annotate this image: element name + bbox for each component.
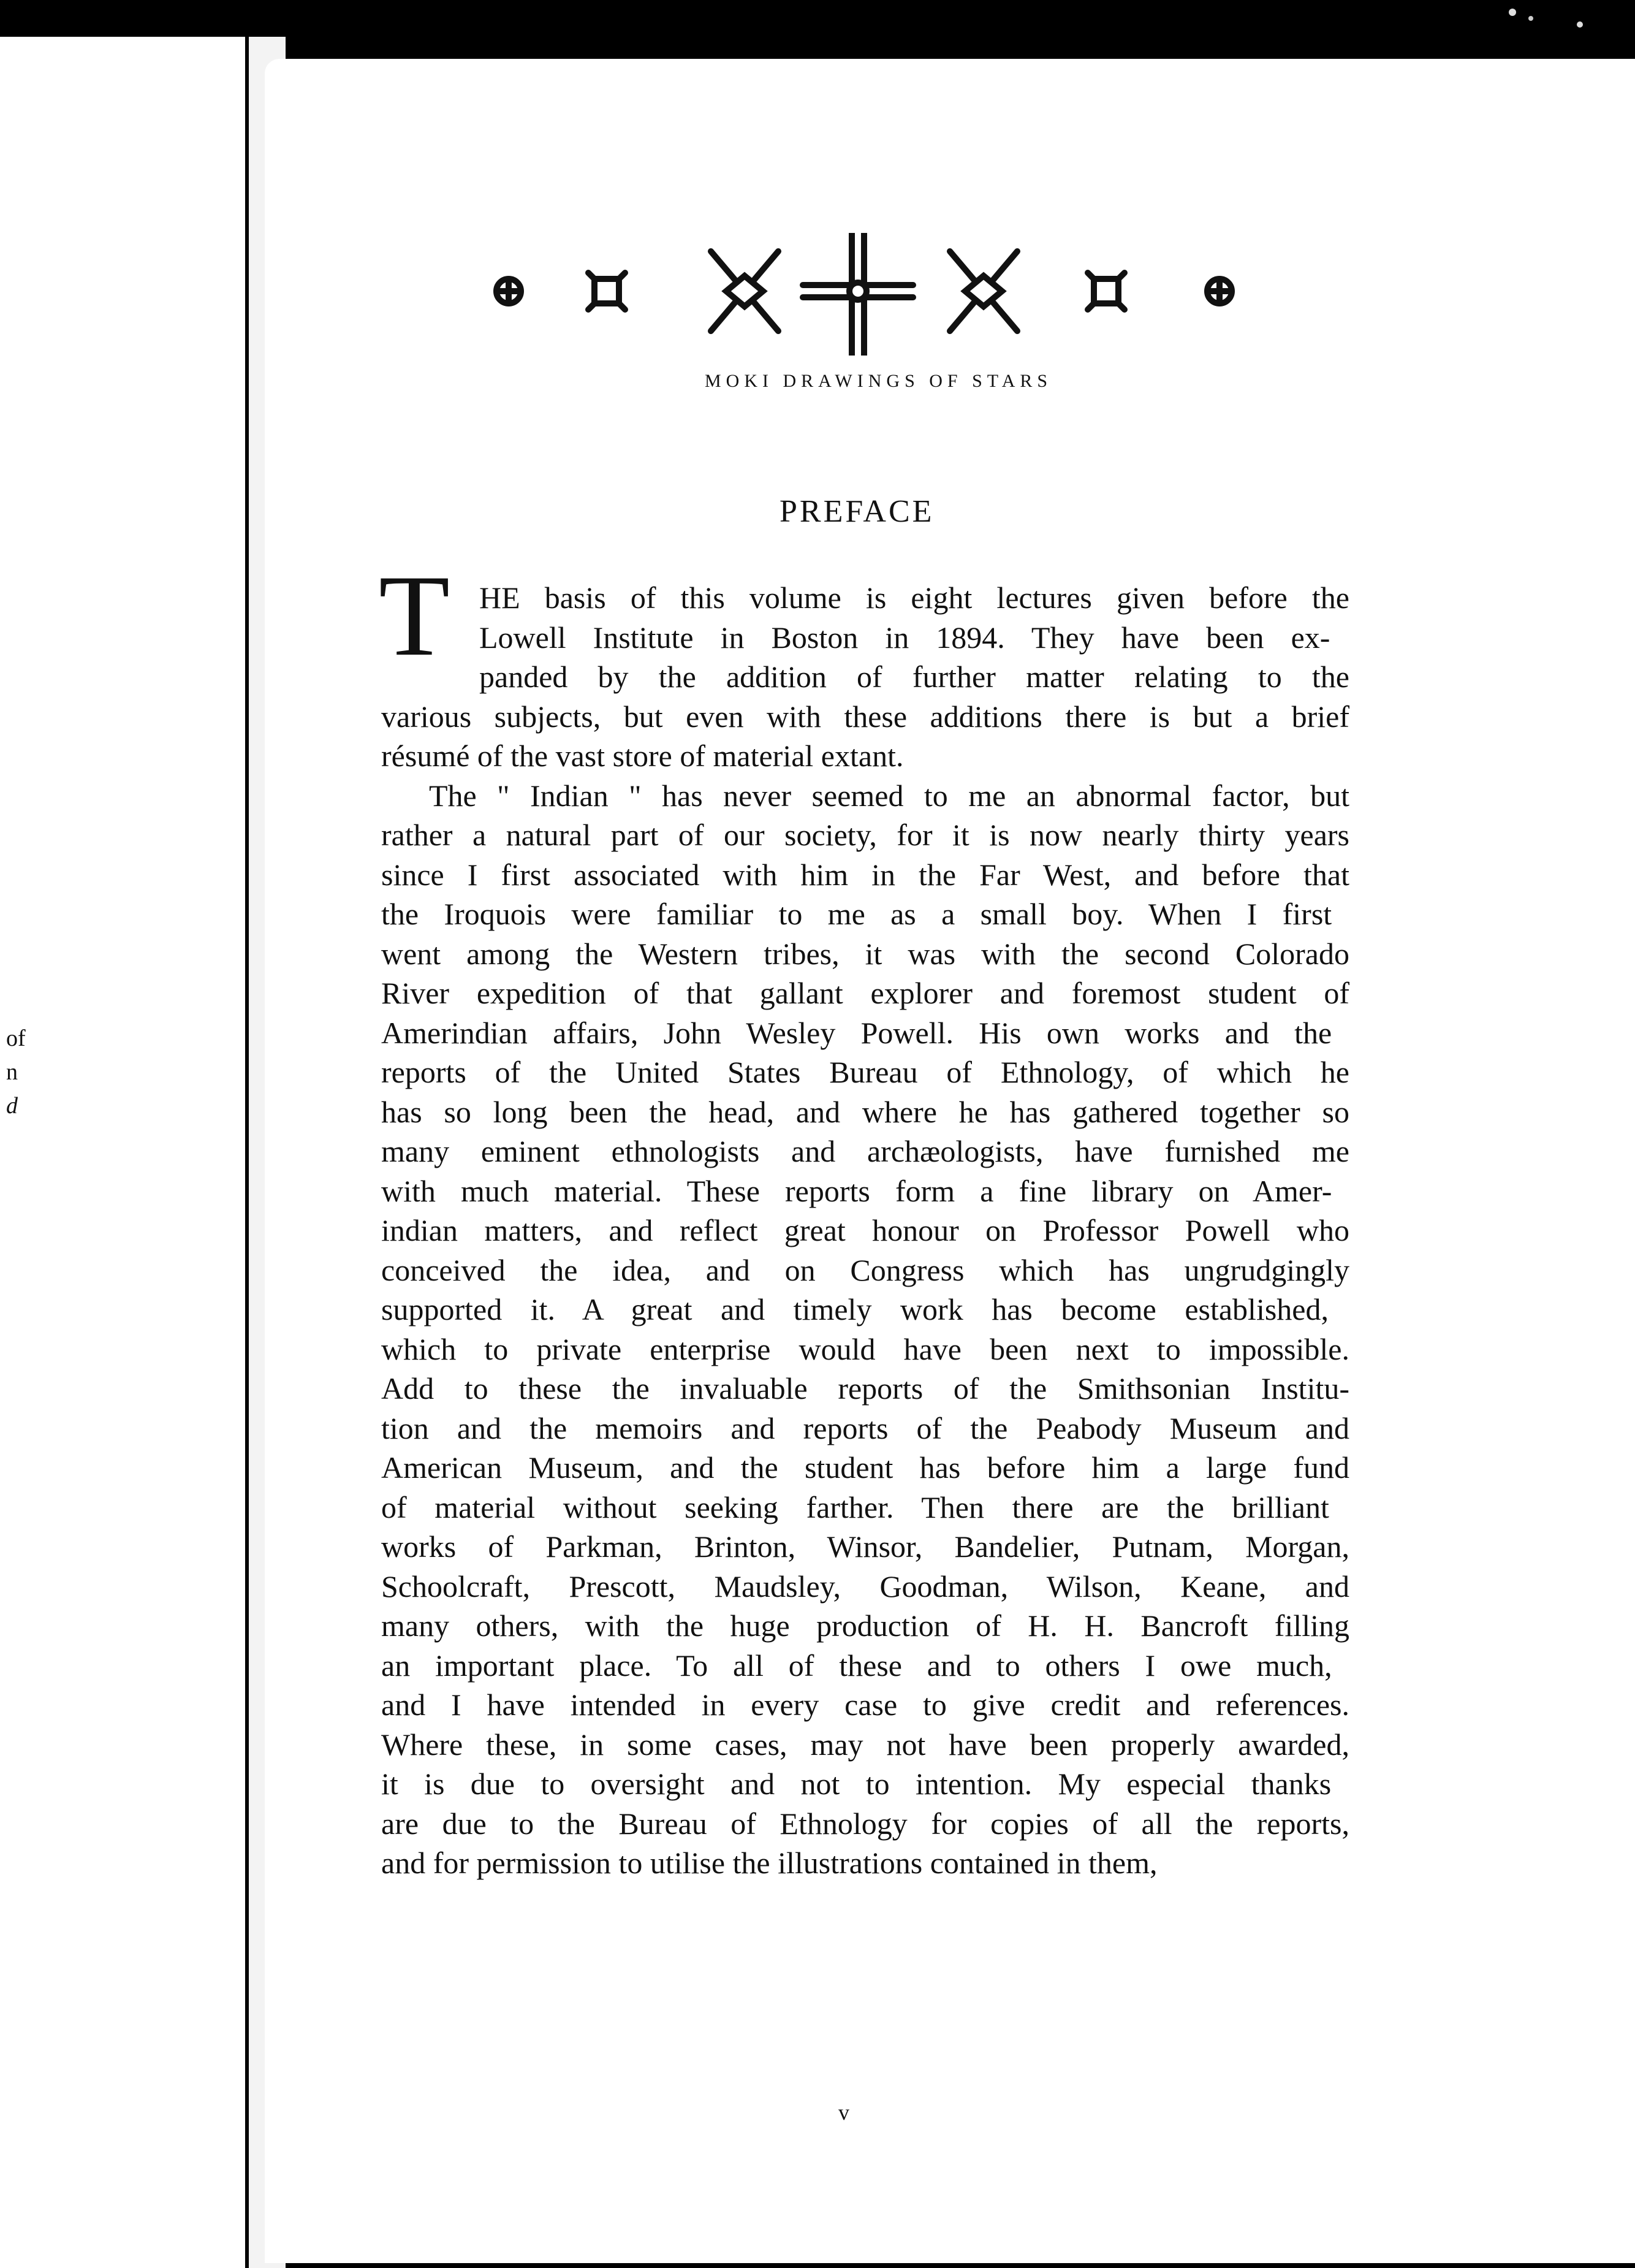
text-line: indian matters, and reflect great honour on Professor Powell who: [381, 1213, 1349, 1247]
star-circle-icon: [496, 279, 521, 303]
scan-specks: [1488, 0, 1610, 37]
text-line: and I have intended in every case to give credit and references.: [381, 1688, 1349, 1722]
text-line: various subjects, but even with these additions there is but a brief: [381, 699, 1349, 734]
left-page-fragment: n: [6, 1059, 18, 1085]
text-line: rather a natural part of our society, for it is now nearly thirty years: [381, 818, 1349, 852]
page-number: v: [838, 2100, 849, 2125]
text-line: an important place. To all of these and to others I owe much,: [381, 1648, 1332, 1683]
star-cross-icon: [803, 233, 913, 356]
drop-cap: T: [379, 552, 450, 680]
text-line: Amerindian affairs, John Wesley Powell. His own works and the: [381, 1015, 1332, 1050]
text-line: supported it. A great and timely work has become established,: [381, 1292, 1329, 1326]
text-line: Add to these the invaluable reports of the Smithsonian Institu-: [381, 1371, 1349, 1406]
text-line: went among the Western tribes, it was with the second Colorado: [381, 936, 1349, 971]
star-square-icon: [1088, 273, 1125, 310]
left-page-fragment: of: [6, 1026, 26, 1051]
text-line: Schoolcraft, Prescott, Maudsley, Goodman, Wilson, Keane, and: [381, 1569, 1349, 1604]
text-line: the Iroquois were familiar to me as a small boy. When I first: [381, 897, 1332, 931]
text-line: résumé of the vast store of material extant.: [381, 739, 904, 773]
moki-star-drawings-figure: [484, 233, 1244, 356]
text-line: many others, with the huge production of H. H. Bancroft filling: [381, 1608, 1349, 1643]
star-x-icon: [711, 251, 778, 331]
star-square-icon: [588, 273, 625, 310]
text-line: Where these, in some cases, may not have been properly awarded,: [381, 1727, 1349, 1762]
text-line: since I first associated with him in the Far West, and before that: [381, 857, 1349, 892]
star-x-icon: [950, 251, 1017, 331]
text-line: many eminent ethnologists and archæologists, have furnished me: [381, 1134, 1349, 1168]
text-line: reports of the United States Bureau of Ethnology, of which he: [381, 1055, 1349, 1089]
star-circle-icon: [1207, 279, 1232, 303]
page-title: PREFACE: [780, 494, 935, 529]
text-line: conceived the idea, and on Congress which has ungrudgingly: [381, 1252, 1349, 1287]
text-line: it is due to oversight and not to intention. My especial thanks: [381, 1767, 1332, 1801]
text-line: panded by the addition of further matter relating to the: [479, 660, 1349, 694]
text-line: works of Parkman, Brinton, Winsor, Bandelier, Putnam, Morgan,: [381, 1529, 1349, 1564]
text-line: American Museum, and the student has before him a large fund: [381, 1450, 1349, 1485]
text-line: of material without seeking farther. Then there are the brilliant: [381, 1490, 1329, 1524]
figure-caption: MOKI DRAWINGS OF STARS: [705, 371, 1053, 391]
left-page: [0, 37, 245, 2268]
text-line: are due to the Bureau of Ethnology for copies of all the reports,: [381, 1806, 1349, 1841]
text-line: with much material. These reports form a fine library on Amer-: [381, 1173, 1332, 1208]
text-line: tion and the memoirs and reports of the Peabody Museum and: [381, 1410, 1349, 1445]
text-line: River expedition of that gallant explorer and foremost student of: [381, 976, 1349, 1010]
text-line: HE basis of this volume is eight lectures given before the: [479, 580, 1349, 615]
text-line: and for permission to utilise the illustrations contained in them,: [381, 1846, 1158, 1880]
text-line: The " Indian " has never seemed to me an abnormal factor, but: [429, 778, 1349, 813]
text-line: which to private enterprise would have been next to impossible.: [381, 1331, 1349, 1366]
text-line: has so long been the head, and where he has gathered together so: [381, 1094, 1349, 1129]
text-line: Lowell Institute in Boston in 1894. They have been ex-: [479, 620, 1330, 655]
left-page-fragment: d: [6, 1093, 18, 1119]
